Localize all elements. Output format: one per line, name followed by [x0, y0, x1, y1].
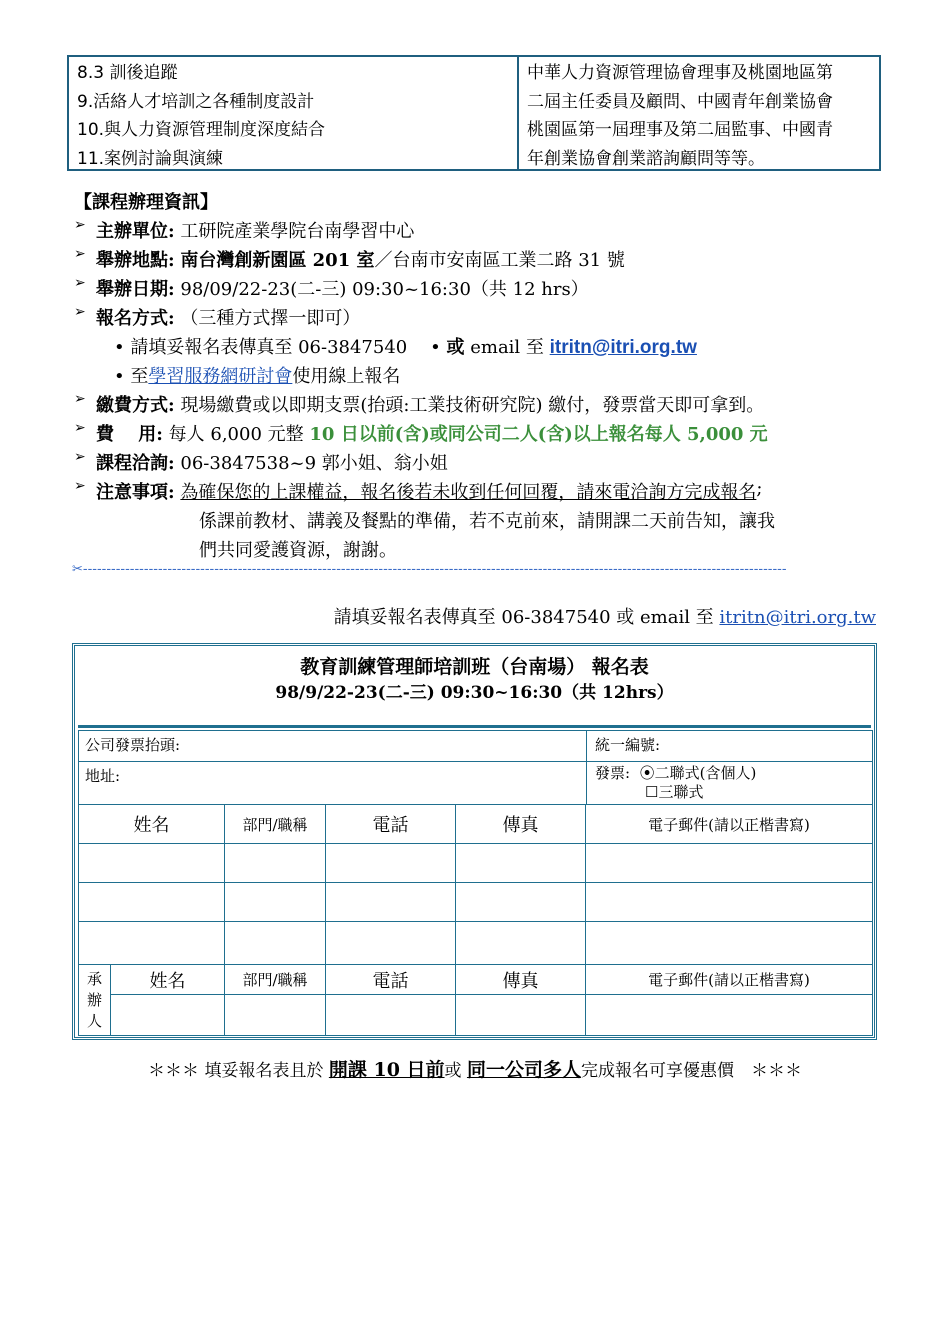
info-date [74, 275, 589, 301]
note-prefix: ＊＊＊ 填妥報名表且於 [148, 1061, 324, 1081]
signup-option-fax [114, 333, 697, 359]
email-input[interactable] [585, 843, 873, 883]
dept-input[interactable] [224, 882, 326, 922]
venue-address: ／台南市安南區工業二路 31 號 [374, 250, 625, 271]
fax-input[interactable] [455, 882, 586, 922]
form-title: 教育訓練管理師培訓班（台南場） 報名表 [300, 656, 649, 678]
fax-instruction-text: 請填妥報名表傳真至 06-3847540 或 email 至 [333, 607, 714, 628]
dept-input[interactable] [224, 921, 326, 965]
venue-label: 舉辦地點: [96, 250, 175, 271]
address-label: 地址: [85, 767, 121, 785]
note-suffix: 完成報名可享優惠價 ＊＊＊ [580, 1061, 802, 1081]
name-input[interactable] [78, 843, 225, 883]
dot-bullet-icon: • [114, 337, 125, 358]
col-phone-header: 電話 [325, 804, 456, 844]
phone-input[interactable] [325, 882, 456, 922]
note-emphasis-group: 同一公司多人 [466, 1059, 581, 1081]
bio-line: 年創業協會創業諮詢顧問等等。 [527, 148, 765, 169]
tax-id-label: 統一編號: [595, 736, 661, 754]
organizer-phone-input[interactable] [325, 994, 456, 1036]
dot-bullet-icon: • [430, 337, 441, 358]
signup-email-link[interactable]: itritn@itri.org.tw [549, 337, 697, 358]
col-dept-header: 部門/職稱 [224, 804, 326, 844]
signup-email-prefix: email 至 [470, 337, 544, 358]
fee-discount: 10 日以前(含)或同公司二人(含)以上報名每人 5,000 元 [309, 424, 768, 445]
notice-semicolon: ; [756, 478, 763, 499]
info-heading: 【課程辦理資訊】 [74, 192, 218, 213]
organizer-email-input[interactable] [585, 994, 873, 1036]
company-label: 公司發票抬頭: [85, 736, 181, 754]
contact-value: 06-3847538~9 郭小姐、翁小姐 [180, 453, 448, 474]
notice-line-2: 係課前教材、講義及餐點的準備，若不克前來，請開課二天前告知，讓我 [199, 511, 775, 532]
note-mid: 或 [444, 1061, 462, 1081]
notice-line-3: 們共同愛護資源，謝謝。 [199, 540, 397, 561]
signup-value: （三種方式擇一即可） [180, 308, 361, 329]
info-organizer [74, 217, 414, 243]
tax-id-field[interactable] [586, 730, 873, 762]
dot-bullet-icon: • [114, 366, 125, 387]
invoice-label: 發票: [595, 764, 631, 782]
signup-option-online [114, 362, 400, 388]
organizer-name-input[interactable] [110, 994, 225, 1036]
arrow-bullet-icon: ➢ [74, 391, 86, 407]
arrow-bullet-icon: ➢ [74, 246, 86, 262]
fax-input[interactable] [455, 843, 586, 883]
arrow-bullet-icon: ➢ [74, 420, 86, 436]
organizer-fax-header: 傳真 [455, 964, 586, 995]
fax-email-link[interactable]: itritn@itri.org.tw [719, 607, 876, 628]
outline-item: 11.案例討論與演練 [77, 148, 224, 169]
date-label: 舉辦日期: [96, 279, 175, 300]
bio-line: 二屆主任委員及顧問、中國青年創業協會 [527, 91, 833, 112]
signup-online-prefix: 至 [130, 366, 149, 387]
email-input[interactable] [585, 921, 873, 965]
online-signup-link[interactable]: 學習服務網研討會 [148, 366, 293, 387]
invoice-checkbox-three-part[interactable]: ☐ [645, 783, 659, 801]
info-payment [74, 391, 764, 417]
organizer-phone-header: 電話 [325, 964, 456, 995]
phone-input[interactable] [325, 843, 456, 883]
payment-label: 繳費方式: [96, 395, 175, 416]
email-input[interactable] [585, 882, 873, 922]
dept-input[interactable] [224, 843, 326, 883]
fee-label: 費 用: [96, 424, 163, 445]
outline-items [69, 57, 519, 169]
invoice-opt-two-part: 二聯式(含個人) [654, 764, 757, 782]
organizer-side-label [78, 964, 111, 1036]
company-field[interactable] [78, 730, 587, 762]
arrow-bullet-icon: ➢ [74, 217, 86, 233]
fax-instruction [334, 603, 876, 629]
organizer-fax-input[interactable] [455, 994, 586, 1036]
arrow-bullet-icon: ➢ [74, 478, 86, 494]
organizer-name-header: 姓名 [110, 964, 225, 995]
arrow-bullet-icon: ➢ [74, 304, 86, 320]
name-input[interactable] [78, 882, 225, 922]
organizer-label: 主辦單位: [96, 221, 175, 242]
info-venue [74, 246, 625, 272]
organizer-value: 工研院產業學院台南學習中心 [180, 221, 415, 242]
outline-item: 8.3 訓後追蹤 [77, 63, 178, 83]
signup-online-suffix: 使用線上報名 [292, 366, 401, 387]
info-notice [74, 478, 762, 504]
signup-or: 或 [446, 337, 465, 358]
bio-line: 桃園區第一屆理事及第二屆監事、中國青 [527, 120, 833, 140]
col-email-header: 電子郵件(請以正楷書寫) [585, 804, 873, 844]
col-fax-header: 傳真 [455, 804, 586, 844]
info-signup [74, 304, 360, 330]
invoice-opt-three-part: 三聯式 [658, 783, 704, 801]
course-outline-box [67, 55, 881, 171]
payment-value: 現場繳費或以即期支票(抬頭:工業技術研究院) 繳付，發票當天即可拿到。 [180, 395, 765, 416]
name-input[interactable] [78, 921, 225, 965]
info-contact [74, 449, 448, 475]
note-emphasis-early: 開課 10 日前 [328, 1059, 445, 1081]
signup-label: 報名方式: [96, 308, 175, 329]
venue-room: 南台灣創新園區 201 室 [180, 250, 375, 271]
organizer-side-text: 承辦人 [86, 970, 102, 1030]
fee-value: 每人 6,000 元整 [168, 424, 304, 445]
outline-item: 10.與人力資源管理制度深度結合 [77, 120, 326, 140]
phone-input[interactable] [325, 921, 456, 965]
contact-label: 課程洽詢: [96, 453, 175, 474]
notice-label: 注意事項: [96, 482, 175, 503]
invoice-radio-two-part[interactable]: ⦿ [639, 764, 655, 782]
fax-input[interactable] [455, 921, 586, 965]
registration-form [72, 643, 877, 1040]
info-fee [74, 420, 768, 446]
bio-line: 中華人力資源管理協會理事及桃園地區第 [527, 63, 833, 83]
discount-note [0, 1055, 950, 1082]
col-name-header: 姓名 [78, 804, 225, 844]
organizer-dept-header: 部門/職稱 [224, 964, 326, 995]
invoice-field [586, 761, 873, 805]
organizer-email-header: 電子郵件(請以正楷書寫) [585, 964, 873, 995]
instructor-bio [519, 57, 879, 169]
cut-line-scissors: ✂------------------------------------------------------------------------------------------------------------------------------------------------------ [72, 562, 787, 577]
address-field[interactable] [78, 761, 587, 805]
signup-fax-text: 請填妥報名表傳真至 06-3847540 [130, 337, 408, 358]
outline-item: 9.活絡人才培訓之各種制度設計 [77, 91, 315, 112]
organizer-dept-input[interactable] [224, 994, 326, 1036]
title-divider [78, 725, 871, 728]
notice-underline: 為確保您的上課權益，報名後若未收到任何回覆，請來電洽詢方完成報名 [180, 482, 757, 503]
arrow-bullet-icon: ➢ [74, 449, 86, 465]
arrow-bullet-icon: ➢ [74, 275, 86, 291]
form-subtitle: 98/9/22-23(二-三) 09:30~16:30（共 12hrs） [275, 683, 674, 703]
date-value: 98/09/22-23(二-三) 09:30~16:30（共 12 hrs） [180, 279, 589, 300]
